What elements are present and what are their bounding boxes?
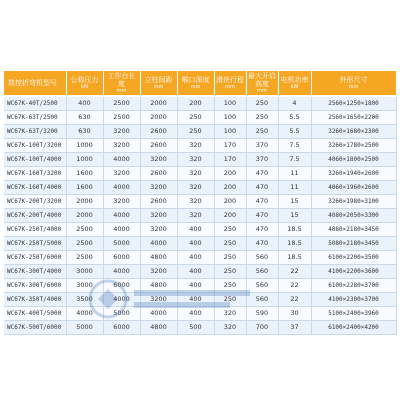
cell-throat-depth: 320: [177, 181, 214, 195]
cell-slider-stroke: 250: [214, 223, 246, 237]
table-row: [4, 321, 396, 335]
cell-motor-power: 22: [278, 279, 311, 293]
table-header: [4, 71, 396, 96]
header-label: 数控折弯机型号: [8, 79, 57, 87]
cell-max-open-height: 370: [246, 139, 278, 153]
cell-nominal-pressure: 2500: [66, 251, 103, 265]
cell-dimensions: 4100×2200×3600: [311, 265, 396, 279]
cell-max-open-height: 560: [246, 293, 278, 307]
cell-model: WC67K-160T/4000: [4, 181, 66, 195]
cell-nominal-pressure: 630: [66, 125, 103, 139]
cell-max-open-height: 560: [246, 265, 278, 279]
cell-throat-depth: 400: [177, 223, 214, 237]
cell-slider-stroke: 250: [214, 279, 246, 293]
cell-column-distance: 4000: [140, 307, 177, 321]
cell-max-open-height: 560: [246, 251, 278, 265]
cell-nominal-pressure: 4000: [66, 307, 103, 321]
cell-model: WC67K-100T/4000: [4, 153, 66, 167]
cell-nominal-pressure: 3000: [66, 279, 103, 293]
header-dimensions: [311, 71, 396, 96]
cell-motor-power: 18.5: [278, 223, 311, 237]
header-label: 喉口深度: [181, 76, 210, 84]
cell-throat-depth: 400: [177, 293, 214, 307]
cell-slider-stroke: 100: [214, 125, 246, 139]
header-label: 外形尺寸: [339, 76, 368, 84]
cell-dimensions: 3260×1940×2600: [311, 167, 396, 181]
cell-max-open-height: 250: [246, 125, 278, 139]
cell-slider-stroke: 100: [214, 96, 246, 111]
cell-max-open-height: 370: [246, 153, 278, 167]
table-row: [4, 209, 396, 223]
cell-slider-stroke: 170: [214, 153, 246, 167]
cell-motor-power: 22: [278, 293, 311, 307]
cell-nominal-pressure: 1000: [66, 139, 103, 153]
cell-table-length: 5000: [103, 237, 140, 251]
cell-motor-power: 30: [278, 307, 311, 321]
cell-throat-depth: 400: [177, 237, 214, 251]
cell-table-length: 3200: [103, 195, 140, 209]
cell-model: WC67K-63T/3200: [4, 125, 66, 139]
cell-model: WC67K-300T/6000: [4, 279, 66, 293]
table-row: [4, 111, 396, 125]
cell-throat-depth: 320: [177, 209, 214, 223]
cell-column-distance: 2600: [140, 125, 177, 139]
cell-dimensions: 2560×1250×1800: [311, 96, 396, 111]
cell-column-distance: 3200: [140, 293, 177, 307]
header-label: 工作台长度: [107, 72, 136, 88]
header-slider-stroke: [214, 71, 246, 96]
table-row: [4, 125, 396, 139]
cell-dimensions: 5080×2180×3450: [311, 237, 396, 251]
table-row: [4, 167, 396, 181]
header-unit: mm: [348, 84, 359, 90]
cell-slider-stroke: 200: [214, 181, 246, 195]
header-unit: mm: [225, 84, 235, 90]
cell-nominal-pressure: 5000: [66, 321, 103, 335]
cell-motor-power: 15: [278, 209, 311, 223]
cell-slider-stroke: 250: [214, 265, 246, 279]
cell-model: WC67K-200T/4000: [4, 209, 66, 223]
cell-slider-stroke: 250: [214, 237, 246, 251]
cell-max-open-height: 470: [246, 209, 278, 223]
cell-table-length: 4000: [103, 181, 140, 195]
cell-column-distance: 4800: [140, 251, 177, 265]
cell-dimensions: 5100×2400×3960: [311, 307, 396, 321]
cell-max-open-height: 470: [246, 223, 278, 237]
cell-column-distance: 3200: [140, 265, 177, 279]
cell-nominal-pressure: 2500: [66, 237, 103, 251]
table-row: [4, 251, 396, 265]
cell-model: WC67K-100T/3200: [4, 139, 66, 153]
header-unit: mm: [153, 84, 164, 90]
cell-max-open-height: 470: [246, 195, 278, 209]
cell-column-distance: 4800: [140, 321, 177, 335]
cell-table-length: 2500: [103, 96, 140, 111]
cell-model: WC67K-250T/4000: [4, 223, 66, 237]
spec-table-container: [4, 71, 396, 329]
cell-column-distance: 2600: [140, 139, 177, 153]
header-label: 最大开启高度: [248, 72, 276, 88]
cell-motor-power: 4: [278, 96, 311, 111]
cell-table-length: 5000: [103, 307, 140, 321]
cell-table-length: 4000: [103, 223, 140, 237]
cell-table-length: 4000: [103, 265, 140, 279]
cell-column-distance: 2000: [140, 96, 177, 111]
cell-nominal-pressure: 2000: [66, 195, 103, 209]
cell-column-distance: 2000: [140, 111, 177, 125]
cell-motor-power: 11: [278, 181, 311, 195]
header-nominal-pressure: [66, 71, 103, 96]
cell-model: WC67K-160T/3200: [4, 167, 66, 181]
cell-model: WC67K-250T/6000: [4, 251, 66, 265]
cell-throat-depth: 500: [177, 321, 214, 335]
cell-table-length: 3200: [103, 125, 140, 139]
cell-table-length: 3200: [103, 139, 140, 153]
cell-dimensions: 6100×2280×3700: [311, 279, 396, 293]
table-row: [4, 279, 396, 293]
cell-slider-stroke: 320: [214, 321, 246, 335]
cell-dimensions: 3260×1680×2300: [311, 125, 396, 139]
cell-dimensions: 3260×1780×2500: [311, 139, 396, 153]
header-table-length: [103, 71, 140, 96]
cell-model: WC67K-500T/6000: [4, 321, 66, 335]
table-row: [4, 307, 396, 321]
header-unit: mm: [257, 88, 267, 94]
cell-model: WC67K-400T/5000: [4, 307, 66, 321]
cell-max-open-height: 560: [246, 279, 278, 293]
cell-model: WC67K-63T/2500: [4, 111, 66, 125]
cell-column-distance: 2600: [140, 167, 177, 181]
cell-model: WC67K-300T/4000: [4, 265, 66, 279]
cell-slider-stroke: 250: [214, 251, 246, 265]
cell-dimensions: 4080×2050×3300: [311, 209, 396, 223]
cell-motor-power: 37: [278, 321, 311, 335]
cell-model: WC67K-350T/4000: [4, 293, 66, 307]
cell-max-open-height: 470: [246, 181, 278, 195]
table-row: [4, 293, 396, 307]
cell-nominal-pressure: 2000: [66, 209, 103, 223]
cell-slider-stroke: 100: [214, 111, 246, 125]
cell-nominal-pressure: 400: [66, 96, 103, 111]
cell-column-distance: 3200: [140, 181, 177, 195]
cell-slider-stroke: 250: [214, 293, 246, 307]
header-label: 滑块行程: [216, 76, 244, 84]
table-row: [4, 195, 396, 209]
cell-max-open-height: 700: [246, 321, 278, 335]
header-unit: mm: [116, 88, 127, 94]
cell-table-length: 3200: [103, 167, 140, 181]
header-row: [4, 71, 396, 96]
cell-max-open-height: 470: [246, 237, 278, 251]
cell-throat-depth: 320: [177, 153, 214, 167]
cell-motor-power: 22: [278, 265, 311, 279]
cell-table-length: 4000: [103, 209, 140, 223]
cell-throat-depth: 400: [177, 265, 214, 279]
cell-motor-power: 5.5: [278, 111, 311, 125]
cell-motor-power: 11: [278, 167, 311, 181]
cell-throat-depth: 320: [177, 195, 214, 209]
cell-throat-depth: 320: [177, 139, 214, 153]
cell-throat-depth: 400: [177, 307, 214, 321]
cell-column-distance: 4000: [140, 237, 177, 251]
header-unit: kN: [81, 84, 88, 90]
cell-dimensions: 3260×1980×3100: [311, 195, 396, 209]
cell-column-distance: 3200: [140, 153, 177, 167]
table-row: [4, 96, 396, 111]
header-unit: kW: [290, 84, 299, 90]
cell-dimensions: 6100×2400×4200: [311, 321, 396, 335]
cell-nominal-pressure: 1600: [66, 167, 103, 181]
cell-motor-power: 18.5: [278, 251, 311, 265]
table-row: [4, 223, 396, 237]
table-row: [4, 153, 396, 167]
table-row: [4, 181, 396, 195]
cell-motor-power: 7.5: [278, 153, 311, 167]
cell-dimensions: 6100×2200×3500: [311, 251, 396, 265]
spec-table: [4, 71, 397, 335]
cell-table-length: 4000: [103, 293, 140, 307]
cell-throat-depth: 320: [177, 167, 214, 181]
header-label: 电机功率: [280, 76, 309, 84]
cell-nominal-pressure: 1600: [66, 181, 103, 195]
cell-nominal-pressure: 3000: [66, 265, 103, 279]
cell-dimensions: 4060×1800×2500: [311, 153, 396, 167]
cell-table-length: 6000: [103, 279, 140, 293]
header-model: [4, 71, 66, 96]
cell-slider-stroke: 200: [214, 167, 246, 181]
header-throat-depth: [177, 71, 214, 96]
cell-column-distance: 4800: [140, 279, 177, 293]
header-motor-power: [278, 71, 311, 96]
table-row: [4, 139, 396, 153]
cell-model: WC67K-200T/3200: [4, 195, 66, 209]
cell-table-length: 6000: [103, 251, 140, 265]
cell-table-length: 4000: [103, 153, 140, 167]
cell-max-open-height: 250: [246, 96, 278, 111]
cell-column-distance: 3200: [140, 209, 177, 223]
cell-throat-depth: 400: [177, 279, 214, 293]
cell-nominal-pressure: 2500: [66, 223, 103, 237]
cell-dimensions: 2560×1650×2200: [311, 111, 396, 125]
cell-throat-depth: 200: [177, 96, 214, 111]
cell-slider-stroke: 200: [214, 195, 246, 209]
cell-slider-stroke: 200: [214, 209, 246, 223]
cell-nominal-pressure: 1000: [66, 153, 103, 167]
cell-max-open-height: 250: [246, 111, 278, 125]
cell-throat-depth: 400: [177, 251, 214, 265]
header-unit: mm: [190, 84, 201, 90]
cell-max-open-height: 590: [246, 307, 278, 321]
cell-dimensions: 4080×2180×3450: [311, 223, 396, 237]
cell-model: WC67K-250T/5000: [4, 237, 66, 251]
cell-column-distance: 3200: [140, 223, 177, 237]
header-label: 立柱间距: [144, 76, 173, 84]
table-body: [4, 96, 396, 335]
cell-column-distance: 2600: [140, 195, 177, 209]
cell-throat-depth: 250: [177, 125, 214, 139]
cell-motor-power: 18.5: [278, 237, 311, 251]
cell-dimensions: 4060×1960×2600: [311, 181, 396, 195]
cell-motor-power: 7.5: [278, 139, 311, 153]
table-row: [4, 265, 396, 279]
cell-slider-stroke: 320: [214, 307, 246, 321]
cell-motor-power: 15: [278, 195, 311, 209]
table-row: [4, 237, 396, 251]
cell-slider-stroke: 170: [214, 139, 246, 153]
cell-dimensions: 4100×2300×3700: [311, 293, 396, 307]
header-max-open-height: [246, 71, 278, 96]
cell-motor-power: 5.5: [278, 125, 311, 139]
cell-table-length: 2500: [103, 111, 140, 125]
cell-max-open-height: 470: [246, 167, 278, 181]
cell-nominal-pressure: 3500: [66, 293, 103, 307]
header-label: 公称压力: [70, 76, 99, 84]
header-column-distance: [140, 71, 177, 96]
cell-nominal-pressure: 630: [66, 111, 103, 125]
cell-model: WC67K-40T/2500: [4, 96, 66, 111]
cell-throat-depth: 250: [177, 111, 214, 125]
cell-table-length: 6000: [103, 321, 140, 335]
